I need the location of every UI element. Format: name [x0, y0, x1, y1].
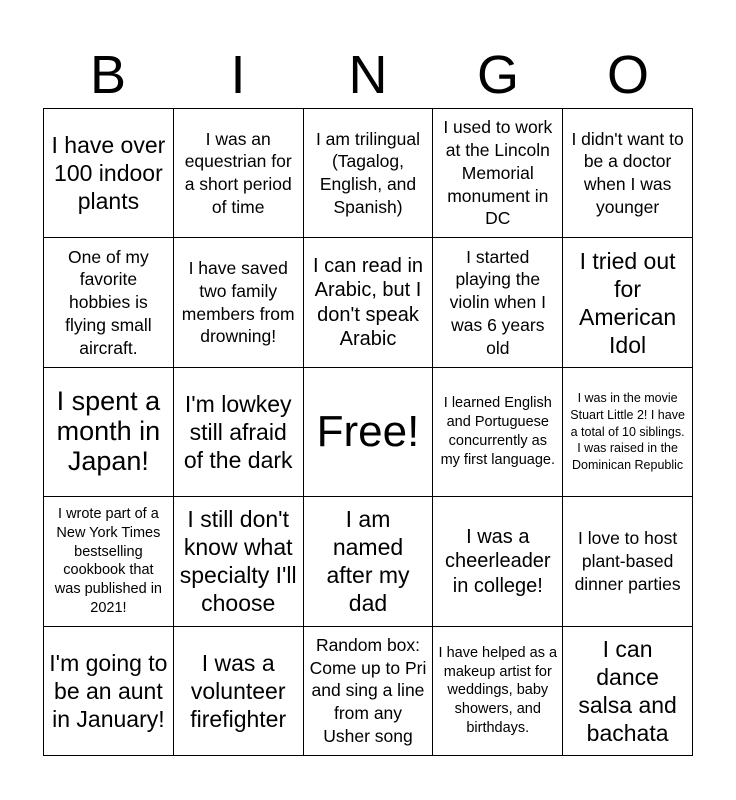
cell-text: I wrote part of a New York Times bestselling cookbook that was published in 2021! [54, 505, 162, 617]
cell-text: I am trilingual (Tagalog, English, and Spanish) [315, 128, 421, 217]
bingo-cell[interactable] [563, 368, 693, 497]
cell-text: One of my favorite hobbies is flying small aircraft. [65, 246, 152, 358]
cell-text: I still don't know what specialty I'll choose [179, 506, 297, 617]
bingo-cell[interactable] [563, 109, 693, 238]
bingo-cell[interactable] [433, 627, 563, 756]
bingo-cell[interactable] [174, 627, 304, 756]
bingo-header [43, 44, 693, 106]
cell-text: I was a volunteer firefighter [190, 649, 287, 732]
cell-text: I tried out for American Idol [579, 247, 677, 358]
bingo-cell[interactable] [433, 109, 563, 238]
bingo-cell[interactable] [433, 497, 563, 626]
bingo-cell-free[interactable] [304, 368, 434, 497]
cell-text: I learned English and Portuguese concurrently as my first language. [440, 395, 556, 468]
cell-text: I'm going to be an aunt in January! [49, 649, 168, 732]
bingo-cell[interactable] [44, 109, 174, 238]
bingo-cell[interactable] [304, 238, 434, 367]
bingo-cell[interactable] [174, 368, 304, 497]
bingo-cell[interactable] [304, 497, 434, 626]
bingo-cell[interactable] [433, 238, 563, 367]
bingo-cell[interactable] [44, 238, 174, 367]
bingo-cell[interactable] [304, 627, 434, 756]
cell-text: I spent a month in Japan! [56, 386, 161, 476]
header-letter-o: O [606, 45, 649, 105]
cell-text: I have saved two family members from drowning! [181, 258, 295, 347]
cell-text: I am named after my dad [326, 506, 410, 617]
cell-text: I'm lowkey still afraid of the dark [183, 390, 293, 474]
bingo-card-grid [43, 108, 693, 756]
cell-text: Random box: Come up to Pri and sing a line from any Usher song [309, 634, 427, 746]
cell-text: I used to work at the Lincoln Memorial monument in DC [443, 117, 553, 229]
bingo-cell[interactable] [433, 368, 563, 497]
bingo-cell[interactable] [563, 627, 693, 756]
cell-text: I can read in Arabic, but I don't speak Arabic [312, 254, 424, 350]
cell-text: I didn't want to be a doctor when I was younger [571, 128, 684, 217]
cell-text: I was a cheerleader in college! [444, 525, 551, 597]
bingo-cell[interactable] [44, 627, 174, 756]
cell-text: I have helped as a makeup artist for weddings, baby showers, and birthdays. [438, 644, 558, 737]
cell-text: I was an equestrian for a short period of time [184, 128, 292, 217]
cell-text: I was in the movie Stuart Little 2! I have a total of 10 siblings. I was raised in the Dominican Republic [570, 391, 685, 472]
cell-text: I love to host plant-based dinner parties [574, 528, 681, 594]
header-letter-b: B [89, 45, 127, 105]
cell-text: I have over 100 indoor plants [51, 132, 166, 215]
header-letter-n: N [348, 45, 388, 105]
cell-text: I started playing the violin when I was 6 years old [449, 246, 546, 358]
bingo-cell[interactable] [563, 497, 693, 626]
cell-text: I can dance salsa and bachata [578, 635, 677, 746]
header-letter-i: I [230, 45, 246, 105]
free-space-text: Free! [316, 406, 420, 456]
header-letter-g: G [476, 45, 519, 105]
bingo-cell[interactable] [304, 109, 434, 238]
bingo-cell[interactable] [44, 497, 174, 626]
bingo-cell[interactable] [563, 238, 693, 367]
bingo-cell[interactable] [174, 497, 304, 626]
bingo-cell[interactable] [174, 109, 304, 238]
bingo-cell[interactable] [174, 238, 304, 367]
bingo-cell[interactable] [44, 368, 174, 497]
